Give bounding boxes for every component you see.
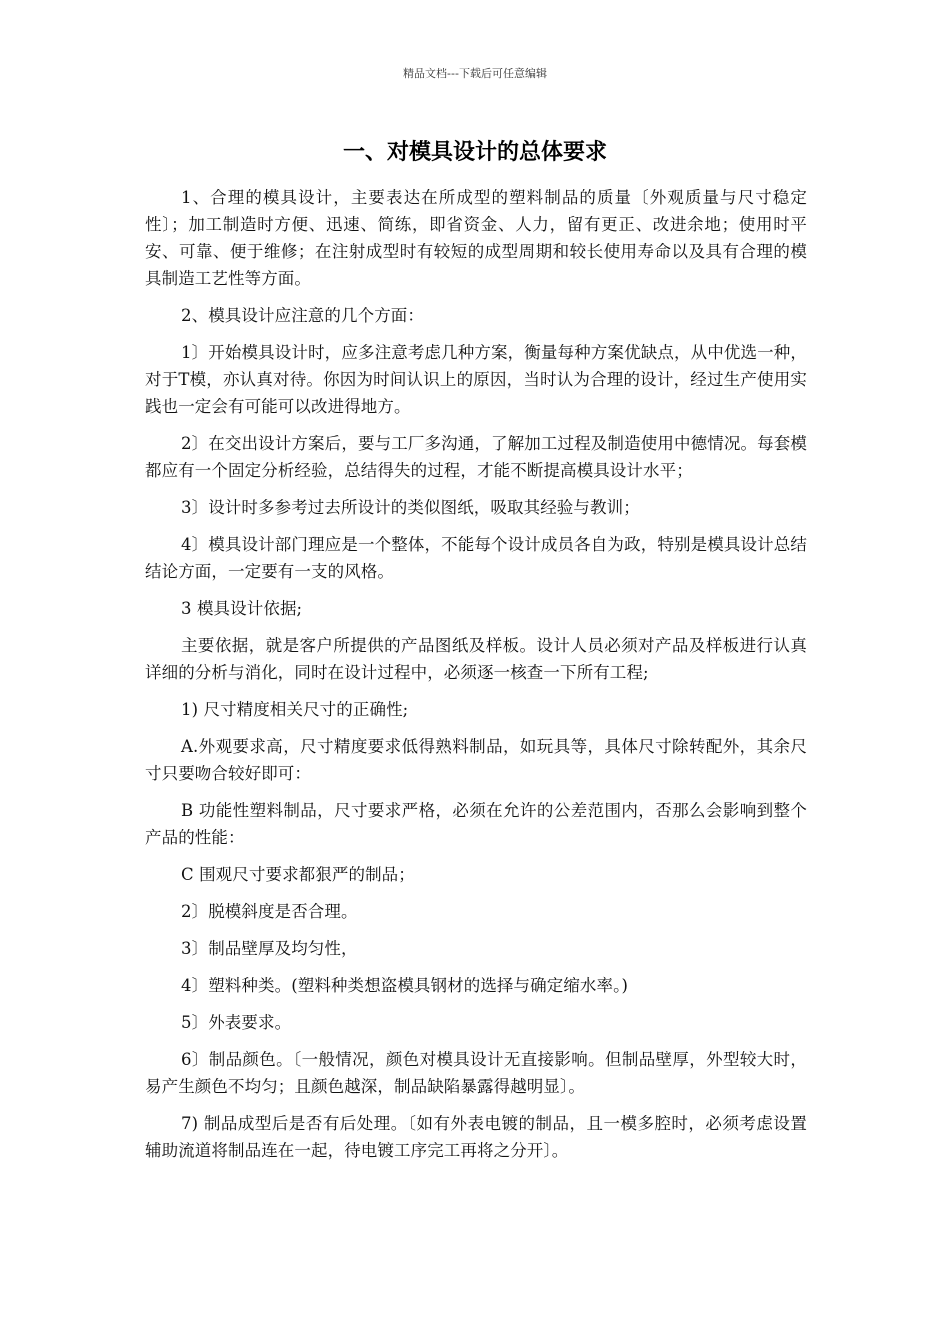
paragraph: 2〕脱模斜度是否合理。 [181,902,358,921]
paragraph: 4〕塑料种类。(塑料种类想盗模具钢材的选择与确定缩水率。) [181,976,629,995]
paragraph: 主要依据，就是客户所提供的产品图纸及样板。设计人员必须对产品及样板进行认真详细的分析与消化，同时在设计过程中，必须逐一核查一下所有工程; [145,636,807,682]
paragraph: 5〕外表要求。 [181,1013,292,1032]
paragraph: 7) 制品成型后是否有后处理。〔如有外表电镀的制品，且一模多腔时，必须考虑设置辅助流道将制品连在一起，待电镀工序完工再将之分开〕。 [145,1114,807,1160]
paragraph: 4〕模具设计部门理应是一个整体，不能每个设计成员各自为政，特别是模具设计总结结论方面，一定要有一支的风格。 [145,535,807,581]
paragraph: A.外观要求高，尺寸精度要求低得熟料制品，如玩具等，具体尺寸除转配外，其余尺寸只要吻合较好即可： [145,737,807,783]
document-body [145,184,807,1174]
paragraph: 1、合理的模具设计，主要表达在所成型的塑料制品的质量〔外观质量与尺寸稳定性〕；加工制造时方便、迅速、简练，即省资金、人力，留有更正、改进余地；使用时平安、可靠、便于维修；在注射成型时有较短的成型周期和较长使用寿命以及具有合理的模具制造工艺性等方面。 [145,188,807,288]
paragraph: 3〕制品壁厚及均匀性， [181,939,358,958]
document-title: 一、对模具设计的总体要求 [342,139,607,165]
paragraph: 1〕开始模具设计时，应多注意考虑几种方案，衡量每种方案优缺点，从中优选一种，对于T模，亦认真对待。你因为时间认识上的原因，当时认为合理的设计，经过生产使用实践也一定会有可能可以改进得地方。 [145,343,807,416]
paragraph: 3 模具设计依据; [181,599,303,618]
paragraph: 3〕设计时多参考过去所设计的类似图纸，吸取其经验与教训； [181,498,640,517]
paragraph: C 围观尺寸要求都狠严的制品； [181,865,415,884]
paragraph: 2〕在交出设计方案后，要与工厂多沟通，了解加工过程及制造使用中德情况。每套模都应有一个固定分析经验，总结得失的过程，才能不断提高模具设计水平； [145,434,807,480]
paragraph: 2、模具设计应注意的几个方面： [181,306,424,325]
paragraph: 1) 尺寸精度相关尺寸的正确性; [181,700,409,719]
page-header: 精品文档---下载后可任意编辑 [403,67,547,80]
paragraph: 6〕制品颜色。〔一般情况，颜色对模具设计无直接影响。但制品壁厚，外型较大时，易产生颜色不均匀；且颜色越深，制品缺陷暴露得越明显〕。 [145,1050,807,1096]
paragraph: B 功能性塑料制品，尺寸要求严格，必须在允许的公差范围内，否那么会影响到整个产品的性能： [145,801,807,847]
